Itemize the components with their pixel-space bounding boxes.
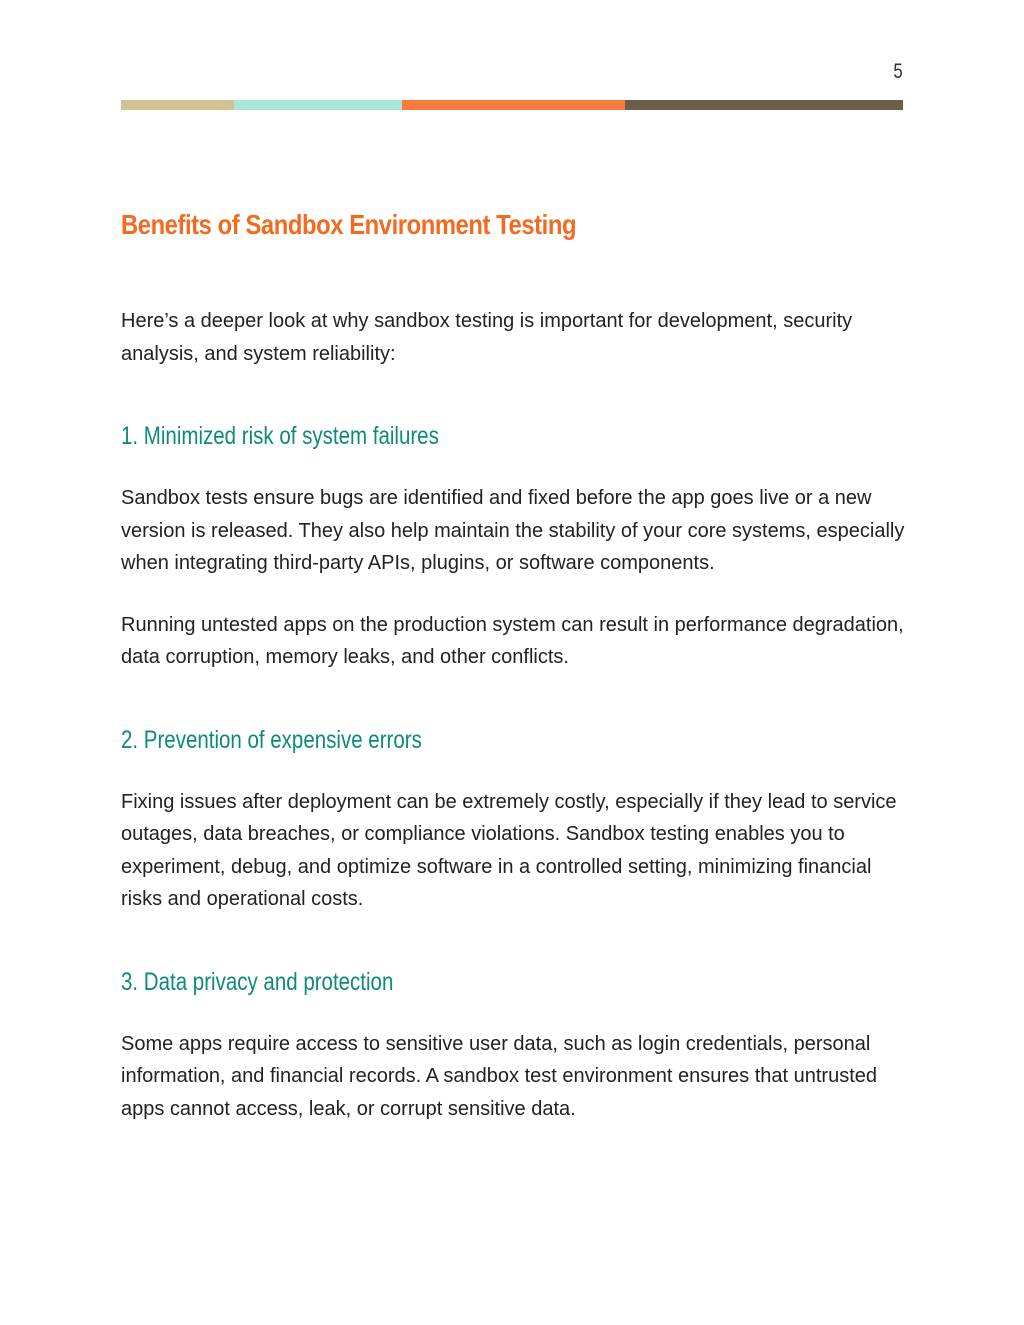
color-bar-segment-2 [234,100,402,110]
document-body [121,205,911,1125]
section-heading-3: 3. Data privacy and protection [121,967,394,996]
page-number: 5 [893,60,903,83]
header-color-bar [121,100,903,110]
section-3-paragraph-1: Some apps require access to sensitive user data, such as login credentials, personal information, and financial records. A sandbox test environment ensures that untrusted apps cannot access, leak, or corrupt sensitive data. [121,1032,877,1120]
color-bar-segment-1 [121,100,234,110]
color-bar-segment-4 [625,100,903,110]
section-1-paragraph-2: Running untested apps on the production system can result in performance degradation, data corruption, memory leaks, and other conflicts. [121,613,904,668]
page-title: Benefits of Sandbox Environment Testing [121,209,577,240]
color-bar-segment-3 [402,100,625,110]
intro-paragraph: Here’s a deeper look at why sandbox testing is important for development, security analysis, and system reliability: [121,310,853,365]
section-2-paragraph-1: Fixing issues after deployment can be extremely costly, especially if they lead to service outages, data breaches, or compliance violations. Sandbox testing enables you to experiment, debug, and optimize software in a controlled setting, minimizing financial risks and operational costs. [121,790,897,910]
section-heading-1: 1. Minimized risk of system failures [121,422,439,450]
section-1-paragraph-1: Sandbox tests ensure bugs are identified and fixed before the app goes live or a new version is released. They also help maintain the stability of your core systems, especially when integrating third-party APIs, plugins, or software components. [121,487,905,574]
section-heading-2: 2. Prevention of expensive errors [121,725,422,754]
